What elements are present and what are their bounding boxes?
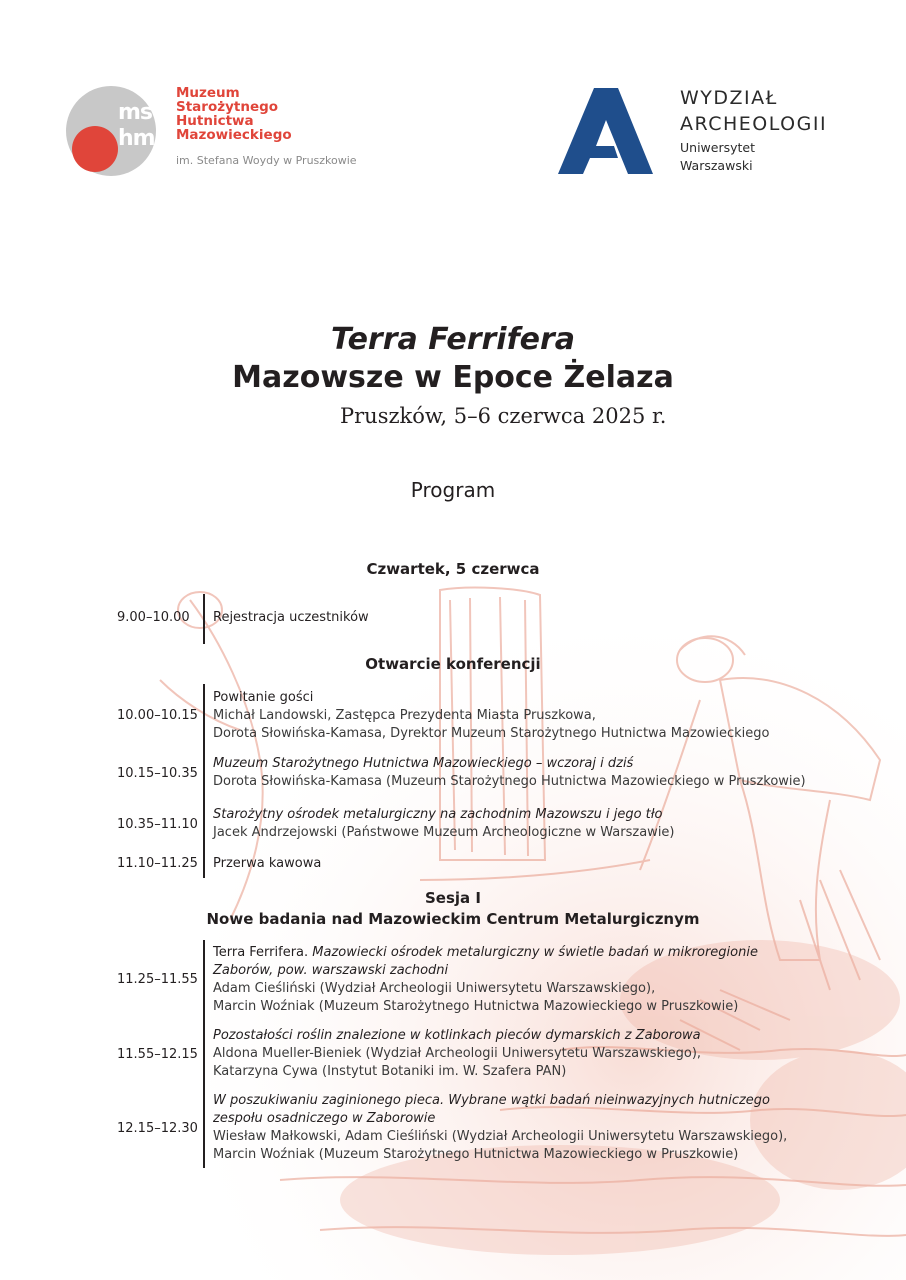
time-slot: 10.00–10.15	[117, 708, 198, 723]
agenda-speaker: Katarzyna Cywa (Instytut Botaniki im. W. Szafera PAN)	[213, 1064, 567, 1079]
faculty-a-mark-icon	[556, 88, 656, 176]
museum-subtitle: im. Stefana Woydy w Pruszkowie	[176, 154, 357, 167]
agenda-title-prefix: Terra Ferrifera.	[213, 945, 313, 960]
agenda-speaker: Dorota Słowińska-Kamasa (Muzeum Starożytnego Hutnictwa Mazowieckiego w Pruszkowie)	[213, 774, 806, 789]
timeline-bar	[203, 940, 205, 1168]
agenda-speaker: Wiesław Małkowski, Adam Cieśliński (Wydział Archeologii Uniwersytetu Warszawskiego),	[213, 1129, 788, 1144]
agenda-speaker: Marcin Woźniak (Muzeum Starożytnego Hutnictwa Mazowieckiego w Pruszkowie)	[213, 1147, 739, 1162]
agenda-title: Powitanie gości	[213, 690, 314, 705]
agenda-speaker: Jacek Andrzejowski (Państwowe Muzeum Archeologiczne w Warszawie)	[213, 825, 675, 840]
faculty-line1: WYDZIAŁ	[680, 87, 778, 109]
time-slot: 10.35–11.10	[117, 817, 198, 832]
title-main: Mazowsze w Epoce Żelaza	[232, 360, 674, 395]
agenda-speaker: Aldona Mueller-Bieniek (Wydział Archeologii Uniwersytetu Warszawskiego),	[213, 1046, 702, 1061]
time-slot: 12.15–12.30	[117, 1121, 198, 1136]
session-title: Nowe badania nad Mazowieckim Centrum Metalurgicznym	[206, 910, 700, 928]
agenda-speaker: Marcin Woźniak (Muzeum Starożytnego Hutnictwa Mazowieckiego w Pruszkowie)	[213, 999, 739, 1014]
time-slot: 10.15–10.35	[117, 766, 198, 781]
time-slot: 11.25–11.55	[117, 972, 198, 987]
faculty-line2: ARCHEOLOGII	[680, 113, 828, 135]
logo-monogram-top: ms	[118, 100, 153, 125]
agenda-title: Pozostałości roślin znalezione w kotlinkach pieców dymarskich z Zaborowa	[213, 1028, 701, 1043]
agenda-speaker: Michał Landowski, Zastępca Prezydenta Miasta Pruszkowa,	[213, 708, 596, 723]
agenda-title: Muzeum Starożytnego Hutnictwa Mazowieckiego – wczoraj i dziś	[213, 756, 634, 771]
museum-logo	[66, 86, 366, 176]
museum-name-line: Muzeum	[176, 85, 240, 101]
agenda-speaker: Adam Cieśliński (Wydział Archeologii Uniwersytetu Warszawskiego),	[213, 981, 656, 996]
session-heading: Sesja I	[425, 889, 481, 907]
faculty-line3: Uniwersytet	[680, 140, 755, 155]
event-date: Pruszków, 5–6 czerwca 2025 r.	[340, 404, 667, 428]
agenda-title-cont: zespołu osadniczego w Zaborowie	[213, 1111, 436, 1126]
agenda-title: W poszukiwaniu zaginionego pieca. Wybrane wątki badań nieinwazyjnych hutniczego	[213, 1093, 771, 1108]
agenda-text: Przerwa kawowa	[213, 856, 322, 871]
agenda-title	[213, 944, 758, 962]
timeline-bar	[203, 684, 205, 878]
agenda-text: Rejestracja uczestników	[213, 610, 369, 625]
time-slot: 11.55–12.15	[117, 1047, 198, 1062]
time-slot: 11.10–11.25	[117, 856, 198, 871]
time-slot: 9.00–10.00	[117, 610, 190, 625]
day-heading: Czwartek, 5 czerwca	[366, 560, 540, 578]
agenda-title-cont: Zaborów, pow. warszawski zachodni	[213, 963, 449, 978]
agenda-title-italic: Mazowiecki ośrodek metalurgiczny w świetle badań w mikroregionie	[312, 945, 758, 960]
agenda-title: Starożytny ośrodek metalurgiczny na zachodnim Mazowszu i jego tło	[213, 807, 663, 822]
faculty-logo	[556, 86, 856, 176]
title-italic: Terra Ferrifera	[330, 322, 576, 357]
program-heading: Program	[410, 478, 496, 502]
opening-heading: Otwarcie konferencji	[365, 655, 541, 673]
faculty-line4: Warszawski	[680, 158, 753, 173]
logo-monogram-bottom: hm	[118, 126, 155, 151]
museum-name	[176, 86, 292, 142]
museum-name-line: Starożytnego	[176, 99, 279, 115]
logo-red-circle	[72, 126, 118, 172]
museum-name-line: Hutnictwa	[176, 113, 254, 129]
timeline-bar	[203, 594, 205, 644]
agenda-speaker: Dorota Słowińska-Kamasa, Dyrektor Muzeum Starożytnego Hutnictwa Mazowieckiego	[213, 726, 770, 741]
museum-name-line: Mazowieckiego	[176, 127, 292, 143]
